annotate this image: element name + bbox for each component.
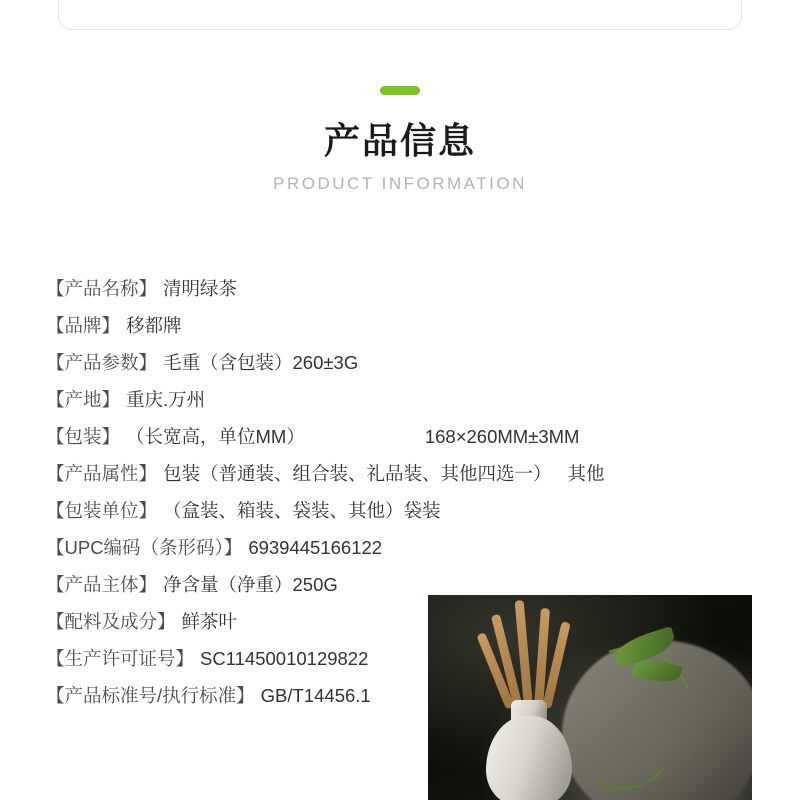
section-header [0, 86, 800, 194]
list-item [46, 312, 766, 349]
info-label: 【品牌】 [46, 315, 121, 336]
info-label: 【产地】 [46, 389, 121, 410]
info-label: 【生产许可证号】 [46, 648, 195, 669]
info-label: 【产品标准号/执行标准】 [46, 685, 255, 706]
top-rounded-panel [58, 0, 742, 30]
info-label: 【配料及成分】 [46, 611, 176, 632]
info-label: 【产品名称】 [46, 278, 158, 299]
info-value: SC11450010129822 [200, 648, 369, 669]
info-value: GB/T14456.1 [260, 685, 371, 706]
info-value: 净含量（净重）250G [163, 574, 338, 595]
info-value: （盒装、箱装、袋装、其他）袋装 [163, 500, 441, 521]
info-value: （长宽高，单位MM） [126, 426, 305, 447]
list-item [46, 497, 766, 534]
accent-dash [380, 86, 420, 95]
info-value: 重庆.万州 [126, 389, 206, 410]
info-label: 【UPC编码（条形码）】 [46, 537, 243, 558]
info-value: 鲜茶叶 [181, 611, 238, 632]
info-value-secondary: 168×260MM±3MM [424, 426, 580, 447]
list-item [46, 534, 766, 571]
page-subtitle: PRODUCT INFORMATION [273, 174, 527, 194]
info-value: 清明绿茶 [163, 278, 238, 299]
list-item [46, 386, 766, 423]
info-value: 包装（普通装、组合装、礼品装、其他四选一） [163, 463, 552, 484]
info-label: 【包装】 [46, 426, 121, 447]
info-value: 毛重（含包装）260±3G [163, 352, 359, 373]
info-value: 6939445166122 [248, 537, 383, 558]
list-item [46, 349, 766, 386]
info-value: 移都牌 [126, 315, 182, 336]
info-label: 【产品属性】 [46, 463, 158, 484]
info-label: 【产品参数】 [46, 352, 158, 373]
list-item [46, 275, 766, 312]
info-label: 【包装单位】 [46, 500, 158, 521]
info-label: 【产品主体】 [46, 574, 158, 595]
info-value-secondary: 其他 [567, 463, 605, 484]
list-item [46, 423, 766, 460]
list-item [46, 460, 766, 497]
page-title: 产品信息 [323, 120, 476, 161]
product-photo [428, 595, 752, 800]
